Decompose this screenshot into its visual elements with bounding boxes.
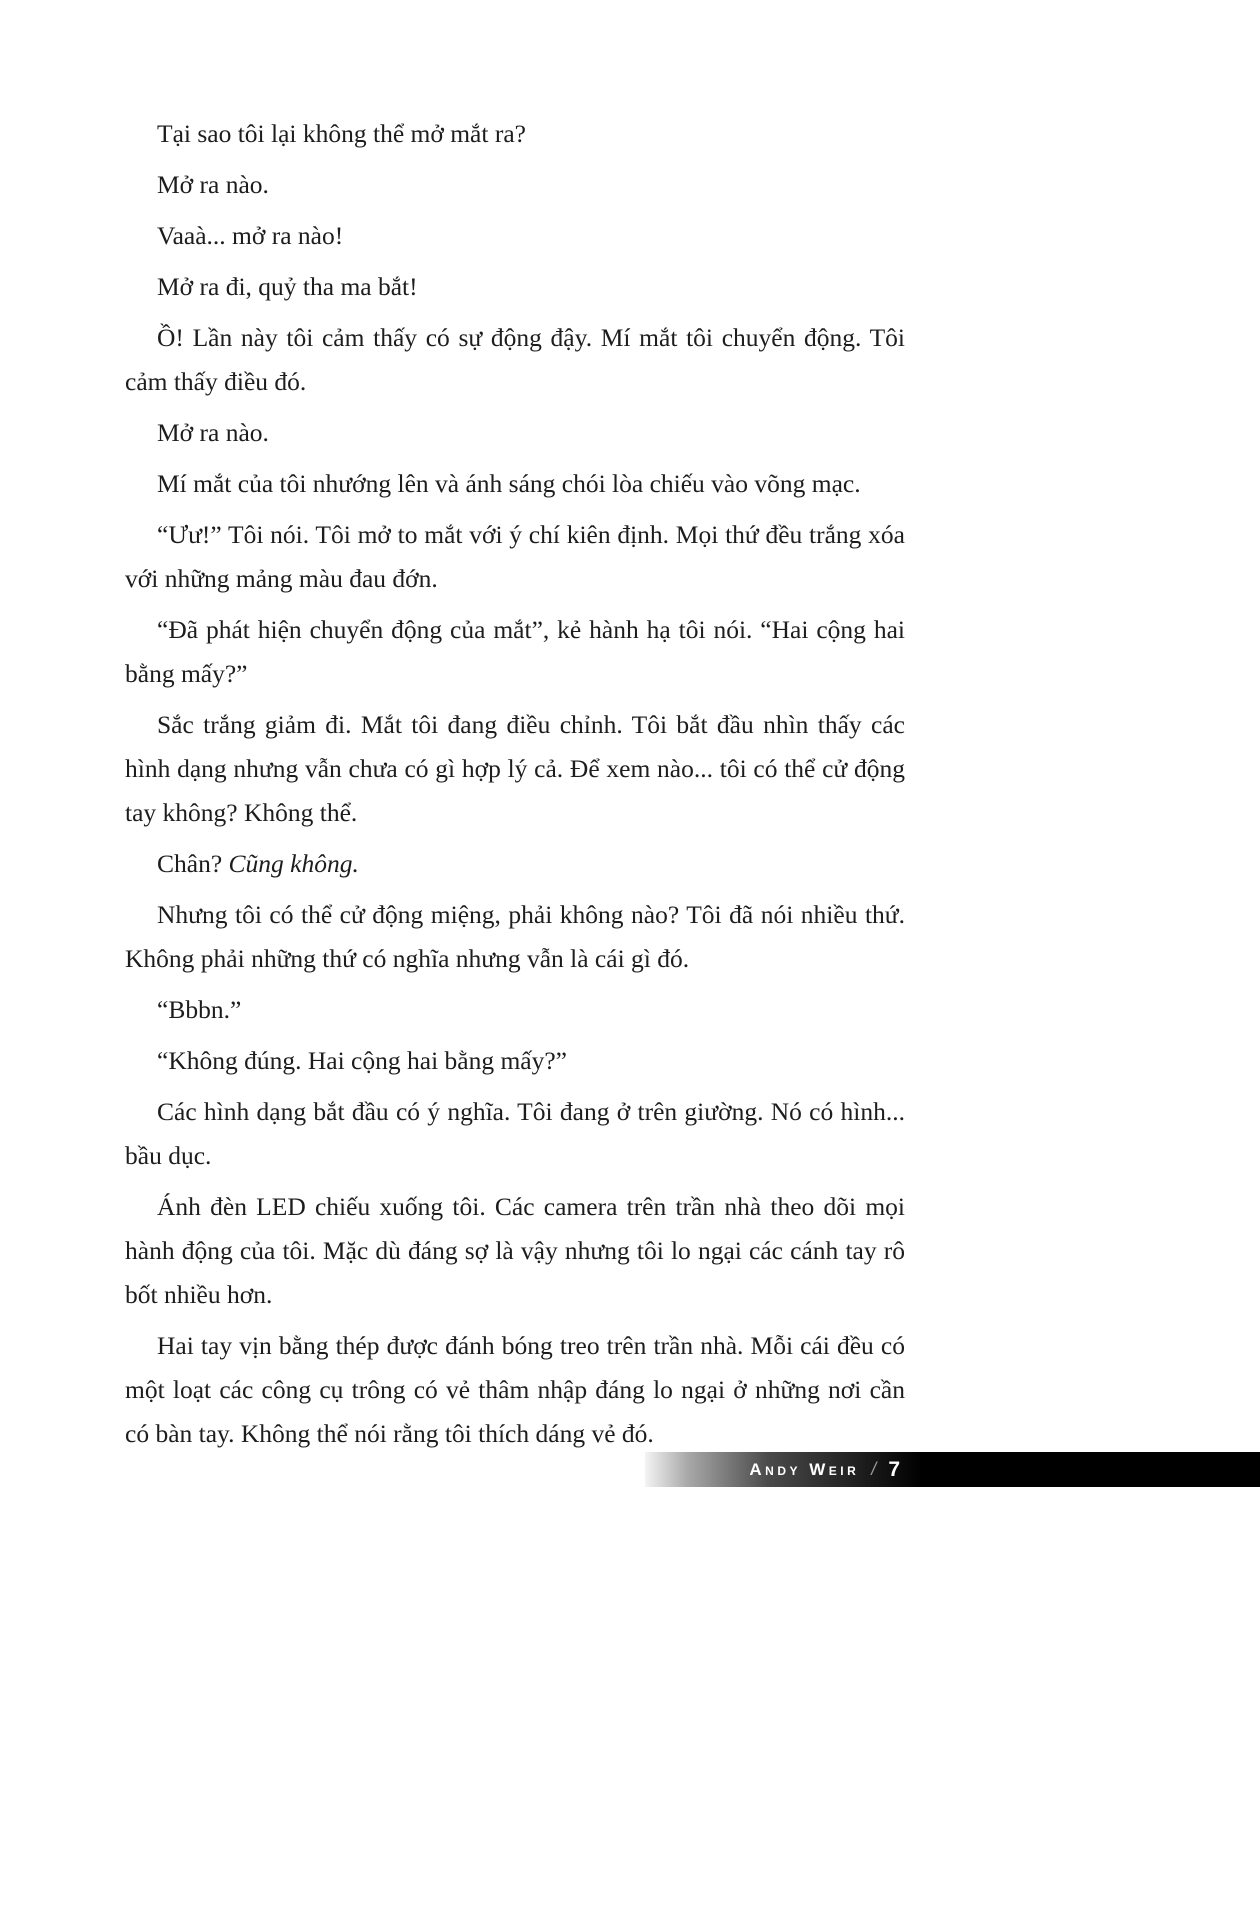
text-run: “Bbbn.” [157, 995, 242, 1024]
paragraph [125, 163, 905, 207]
footer-bar [645, 1452, 1260, 1487]
paragraph [125, 316, 905, 404]
paragraph [125, 608, 905, 696]
paragraph [125, 411, 905, 455]
text-run: Mở ra đi, quỷ tha ma bắt! [157, 272, 418, 301]
text-run: Mở ra nào. [157, 170, 269, 199]
paragraph [125, 1039, 905, 1083]
footer-separator: / [871, 1459, 877, 1479]
paragraph [125, 842, 905, 886]
footer-text [749, 1452, 900, 1487]
text-run: Mở ra nào. [157, 418, 269, 447]
text-run: “Ưư!” Tôi nói. Tôi mở to mắt với ý chí kiên định. Mọi thứ đều trắng xóa với những mảng màu đau đớn. [125, 520, 905, 593]
footer-page-number: 7 [888, 1457, 900, 1481]
text-run: Nhưng tôi có thể cử động miệng, phải không nào? Tôi đã nói nhiều thứ. Không phải những thứ có nghĩa nhưng vẫn là cái gì đó. [125, 900, 905, 973]
text-run: Tại sao tôi lại không thể mở mắt ra? [157, 119, 526, 148]
text-run: Chân? [157, 849, 229, 878]
paragraph [125, 462, 905, 506]
paragraph [125, 1090, 905, 1178]
text-run: Các hình dạng bắt đầu có ý nghĩa. Tôi đang ở trên giường. Nó có hình... bầu dục. [125, 1097, 905, 1170]
text-run: Ánh đèn LED chiếu xuống tôi. Các camera trên trần nhà theo dõi mọi hành động của tôi. Mặc dù đáng sợ là vậy nhưng tôi lo ngại các cánh tay rô bốt nhiều hơn. [125, 1192, 905, 1309]
italic-text-run: Cũng không. [228, 849, 359, 878]
text-run: “Không đúng. Hai cộng hai bằng mấy?” [157, 1046, 568, 1075]
text-run: Ồ! Lần này tôi cảm thấy có sự động đậy. Mí mắt tôi chuyển động. Tôi cảm thấy điều đó. [125, 323, 905, 396]
text-run: Vaaà... mở ra nào! [157, 221, 344, 250]
text-run: Mí mắt của tôi nhướng lên và ánh sáng chói lòa chiếu vào võng mạc. [157, 469, 861, 498]
paragraph [125, 1324, 905, 1456]
paragraph [125, 112, 905, 156]
text-run: Sắc trắng giảm đi. Mắt tôi đang điều chỉnh. Tôi bắt đầu nhìn thấy các hình dạng nhưng vẫn chưa có gì hợp lý cả. Để xem nào... tôi có thể cử động tay không? Không thể. [125, 710, 905, 827]
paragraph [125, 513, 905, 601]
text-run: Hai tay vịn bằng thép được đánh bóng treo trên trần nhà. Mỗi cái đều có một loạt các công cụ trông có vẻ thâm nhập đáng lo ngại ở những nơi cần có bàn tay. Không thể nói rằng tôi thích dáng vẻ đó. [125, 1331, 905, 1448]
body-text [125, 112, 905, 1463]
paragraph [125, 893, 905, 981]
footer-author: Andy Weir [749, 1459, 860, 1479]
paragraph [125, 1185, 905, 1317]
paragraph [125, 214, 905, 258]
paragraph [125, 265, 905, 309]
paragraph [125, 703, 905, 835]
text-run: “Đã phát hiện chuyển động của mắt”, kẻ hành hạ tôi nói. “Hai cộng hai bằng mấy?” [125, 615, 905, 688]
paragraph [125, 988, 905, 1032]
